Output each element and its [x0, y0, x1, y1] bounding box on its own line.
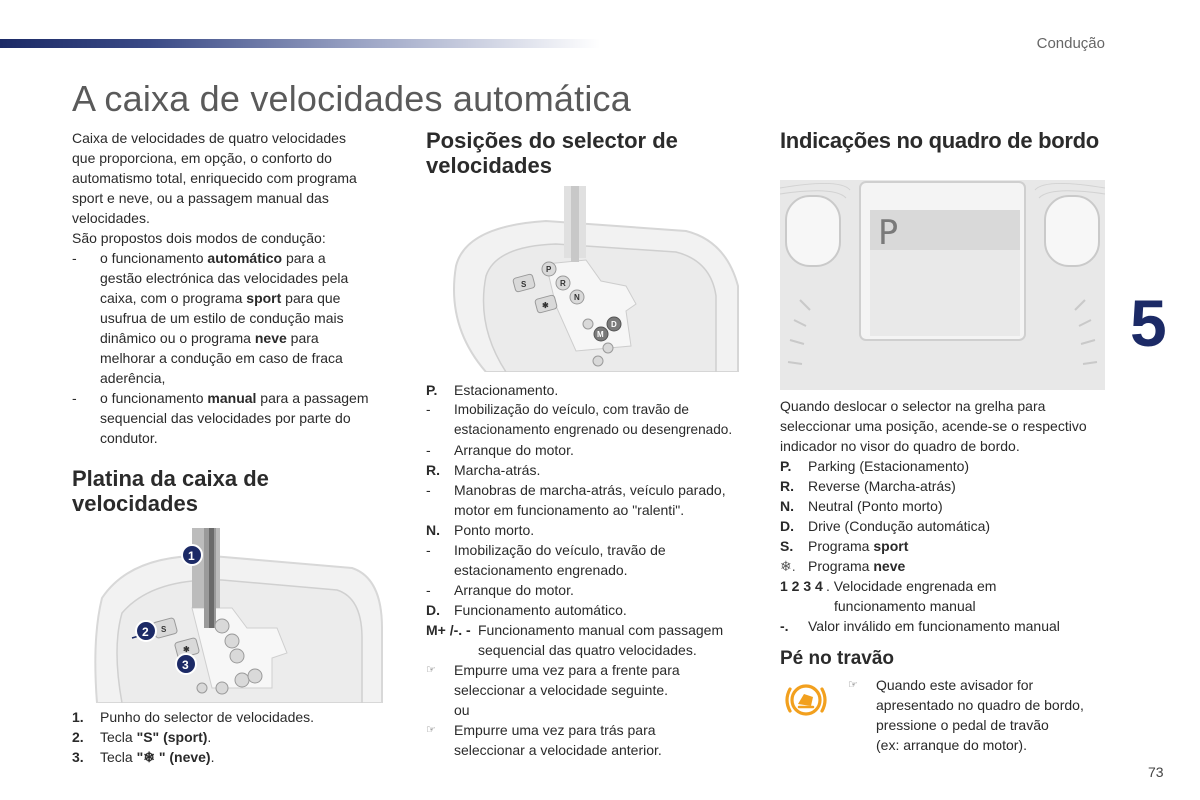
indication-gears: 1 2 3 4 . Velocidade engrenada em funcionamento manual	[780, 578, 997, 614]
callout-1: 1	[188, 549, 195, 563]
position-P-detail: - Arranque do motor.	[426, 442, 574, 458]
position-M: M+ /-. - Funcionamento manual com passagem sequencial das quatro velocidades.	[426, 622, 724, 658]
svg-text:✱: ✱	[183, 645, 190, 654]
position-D: D. Funcionamento automático.	[426, 602, 627, 618]
dashboard-display-illustration	[780, 180, 1105, 390]
callout-3: 3	[182, 658, 189, 672]
position-N: N. Ponto morto.	[426, 522, 535, 538]
hand-pointer-icon: ☞	[848, 679, 858, 691]
position-P-detail: - Imobilização do veículo, com travão de estacionamento engrenado ou desengrenado.	[426, 402, 733, 437]
hand-pointer-icon: ☞	[426, 664, 436, 676]
foot-brake-text: ☞ Quando este avisador for apresentado no quadro de bordo, pressione o pedal de travão (ex: arranque do motor).	[848, 677, 1084, 753]
dashboard-desc: Quando deslocar o selector na grelha para seleccionar uma posição, acende-se o respectivo indicador no visor do quadro de bordo.	[780, 398, 1087, 454]
legend-item: 1. Punho do selector de velocidades.	[72, 709, 315, 725]
callout-2: 2	[142, 625, 149, 639]
modes-intro: São propostos dois modos de condução:	[72, 230, 326, 246]
column-dashboard	[780, 128, 1120, 759]
intro-line: velocidades.	[72, 210, 150, 226]
legend-item: 3. Tecla "❄ " (neve).	[72, 749, 215, 765]
svg-text:✱: ✱	[542, 301, 549, 310]
selector-title: Posições do selector de velocidades	[426, 128, 678, 178]
page-number: 73	[1148, 764, 1164, 780]
plate-legend	[72, 707, 402, 767]
push-forward: ☞ Empurre uma vez para a frente para seleccionar a velocidade seguinte. ou	[426, 662, 680, 718]
indication-item: P. Parking (Estacionamento)	[780, 458, 970, 474]
svg-text:R: R	[560, 279, 566, 288]
dashboard-title: Indicações no quadro de bordo	[780, 128, 1099, 153]
header-gradient-bar	[0, 39, 600, 48]
foot-brake-title: Pé no travão	[780, 648, 895, 669]
platina-title: Platina da caixa de velocidades	[72, 466, 269, 516]
intro-line: Caixa de velocidades de quatro velocidades	[72, 130, 346, 146]
indication-item: D. Drive (Condução automática)	[780, 518, 991, 534]
intro-line: automatismo total, enriquecido com programa	[72, 170, 357, 186]
indications-list	[780, 456, 1120, 636]
position-N-detail: - Imobilização do veículo, travão de estacionamento engrenado.	[426, 542, 666, 578]
push-back: ☞ Empurre uma vez para trás para seleccionar a velocidade anterior.	[426, 722, 662, 758]
indication-item: S. Programa sport	[780, 538, 909, 554]
legend-item: 2. Tecla "S" (sport).	[72, 729, 212, 745]
section-label: Condução	[1036, 35, 1105, 52]
indication-item: N. Neutral (Ponto morto)	[780, 498, 943, 514]
position-P: P. Estacionamento.	[426, 382, 559, 398]
column-selector	[426, 128, 761, 760]
brake-warning-icon	[782, 683, 830, 717]
page-title: A caixa de velocidades automática	[72, 78, 631, 119]
svg-text:M: M	[597, 330, 604, 339]
position-N-detail: - Arranque do motor.	[426, 582, 574, 598]
svg-text:P: P	[546, 265, 552, 274]
column-intro	[72, 128, 402, 767]
hand-pointer-icon: ☞	[426, 724, 436, 736]
svg-text:N: N	[574, 293, 580, 302]
indication-item: ❄. Programa neve	[780, 558, 906, 574]
position-R-detail: - Manobras de marcha-atrás, veículo parado, motor em funcionamento ao "ralenti".	[426, 482, 726, 518]
foot-brake-block	[780, 675, 1120, 759]
gearbox-plate-illustration	[72, 528, 387, 703]
mode-manual: - o funcionamento manual para a passagem sequencial das velocidades por parte do condutor.	[72, 390, 369, 446]
svg-text:S: S	[521, 280, 527, 289]
indication-item: R. Reverse (Marcha-atrás)	[780, 478, 956, 494]
svg-text:D: D	[611, 320, 617, 329]
display-letter: P	[878, 213, 899, 253]
svg-text:S: S	[161, 625, 167, 634]
selector-positions-illustration	[426, 186, 746, 372]
positions-list	[426, 380, 761, 760]
indication-invalid: -. Valor inválido em funcionamento manual	[780, 618, 1060, 634]
position-R: R. Marcha-atrás.	[426, 462, 541, 478]
intro-line: sport e neve, ou a passagem manual das	[72, 190, 329, 206]
mode-automatic: - o funcionamento automático para a gestão electrónica das velocidades pela caixa, com o programa sport para que usufrua de um estilo de condução mais dinâmico ou o programa neve para melhorar a condução em caso de fraca aderência,	[72, 250, 349, 386]
chapter-number: 5	[1130, 286, 1167, 360]
intro-line: que proporciona, em opção, o conforto do	[72, 150, 332, 166]
